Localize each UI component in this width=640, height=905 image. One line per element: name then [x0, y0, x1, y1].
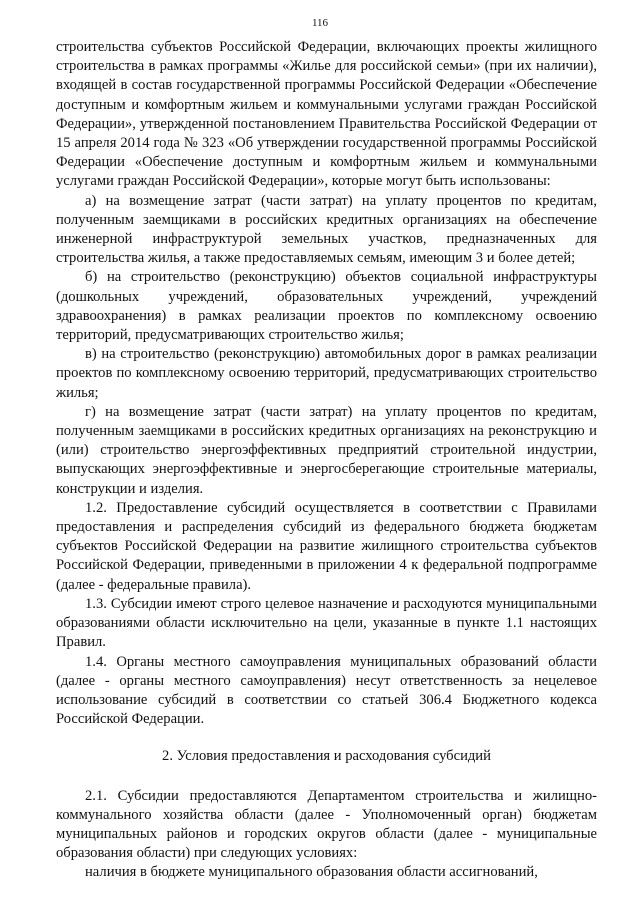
- paragraph-item-a: а) на возмещение затрат (части затрат) на уплату процентов по кредитам, полученным заемщиками в российских кредитных организациях на обеспечение инженерной инфраструктурой земельных участков, предназначенных для строительства жилья, а также предоставляемых семьям, имеющим 3 и более детей;: [56, 192, 597, 267]
- paragraph-1-3: 1.3. Субсидии имеют строго целевое назначение и расходуются муниципальными образованиями области исключительно на цели, указанные в пункте 1.1 настоящих Правил.: [56, 595, 597, 651]
- page-number: 116: [311, 17, 329, 29]
- document-body: [56, 38, 597, 883]
- paragraph-1-4: 1.4. Органы местного самоуправления муниципальных образований области (далее - органы местного самоуправления) несут ответственность за нецелевое использование субсидий в соответствии со статьей 306.4 Бюджетного кодекса Российской Федерации.: [56, 653, 597, 728]
- paragraph-1-2: 1.2. Предоставление субсидий осуществляется в соответствии с Правилами предоставления и распределения субсидий из федерального бюджета бюджетам субъектов Российской Федерации на развитие жилищного строительства субъектов Российской Федерации, приведенными в приложении 4 к федеральной подпрограмме (далее - федеральные правила).: [56, 499, 597, 593]
- paragraph-item-g: г) на возмещение затрат (части затрат) на уплату процентов по кредитам, полученным заемщиками в российских кредитных организациях на реконструкцию и (или) строительство энергоэффективных предприятий строительной индустрии, выпускающих энергоэффективные и энергосберегающие строительные материалы, конструкции и изделия.: [56, 403, 597, 497]
- paragraph-item-b: б) на строительство (реконструкцию) объектов социальной инфраструктуры (дошкольных учреждений, образовательных учреждений, учреждений здравоохранения) в рамках реализации проектов по комплексному освоению территорий, предусматривающих строительство жилья;: [56, 269, 597, 344]
- paragraph-continuation: строительства субъектов Российской Федерации, включающих проекты жилищного строительства в рамках программы «Жилье для российской семьи» (при их наличии), входящей в состав государственной программы Российской Федерации «Обеспечение доступным и комфортным жильем и коммунальными услугами граждан Российской Федерации», утвержденной постановлением Правительства Российской Федерации от 15 апреля 2014 года № 323 «Об утверждении государственной программы Российской Федерации «Обеспечение доступным и комфортным жильем и коммунальными услугами граждан Российской Федерации», которые могут быть использованы:: [56, 39, 597, 190]
- paragraph-2-1: 2.1. Субсидии предоставляются Департаментом строительства и жилищно-коммунального хозяйства области (далее - Уполномоченный орган) бюджетам муниципальных районов и городских округов области (далее - муниципальные образования области) при следующих условиях:: [56, 787, 597, 862]
- paragraph-item-v: в) на строительство (реконструкцию) автомобильных дорог в рамках реализации проектов по комплексному освоению территорий, предусматривающих строительство жилья;: [56, 346, 597, 401]
- paragraph-condition: наличия в бюджете муниципального образования области ассигнований,: [85, 864, 538, 881]
- section-heading: 2. Условия предоставления и расходования субсидий: [162, 748, 491, 765]
